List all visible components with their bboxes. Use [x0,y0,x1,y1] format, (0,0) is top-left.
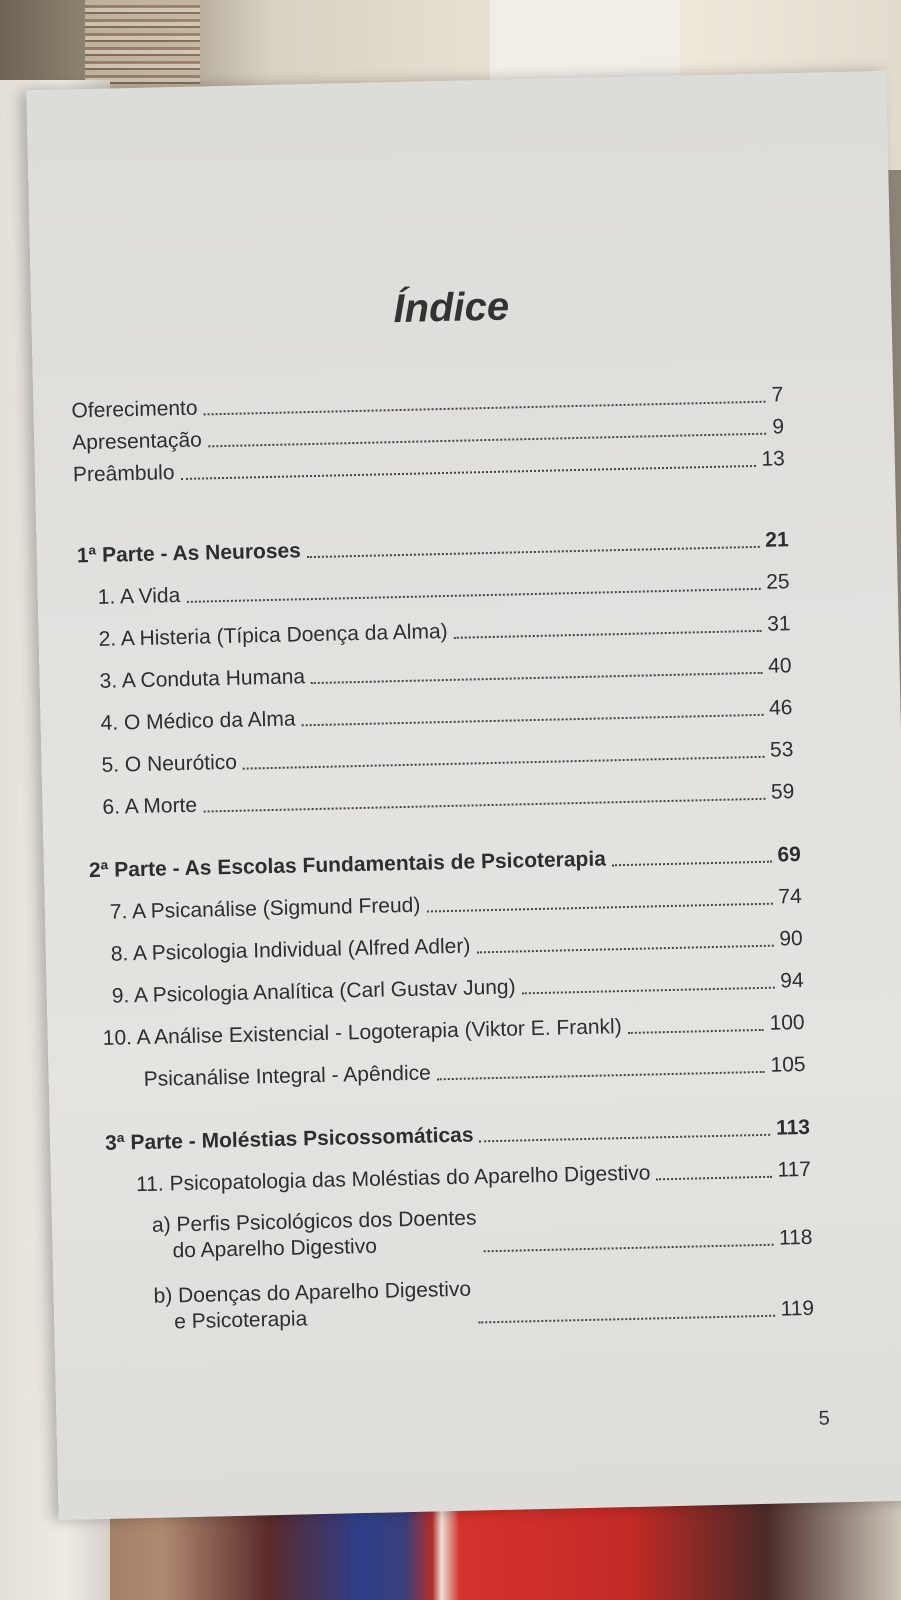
toc-entry-1 [97,570,789,610]
toc-entry-page: 40 [767,654,792,678]
dot-leader [612,860,772,867]
toc-entry-8 [111,927,803,967]
toc-part-2 [89,843,801,883]
toc-entry-page: 105 [770,1052,806,1077]
dot-leader [656,1175,771,1181]
toc-entry-label: Preâmbulo [72,461,175,487]
toc-entry-page: 13 [761,447,786,471]
toc-entry-label: 10. A Análise Existencial - Logoterapia (Viktor E. Frankl) [102,1015,622,1050]
dot-leader [478,1314,775,1324]
dot-leader [454,629,762,639]
toc-part-page: 113 [775,1115,811,1140]
toc-entry-label [153,1277,472,1336]
toc-entry-label: Psicanálise Integral - Apêndice [143,1061,432,1091]
dot-leader [203,797,765,813]
toc-entry-label-line2: do Aparelho Digestivo [172,1234,378,1263]
toc-entry-7 [110,885,802,925]
toc-entry-6 [102,780,794,820]
toc-entry-10 [103,1011,805,1051]
dot-leader [483,1243,773,1253]
dot-leader [307,545,759,558]
toc-entry-label: 5. O Neurótico [101,750,238,777]
dot-leader [243,755,764,770]
toc-entry-11b [153,1269,814,1336]
toc-entry-label: Oferecimento [71,396,198,423]
toc-entry-page: 59 [770,780,795,804]
page-number: 5 [818,1407,830,1430]
toc-entry-label [152,1205,478,1264]
toc-entry-label: 6. A Morte [102,793,198,819]
toc-entry-11 [136,1158,811,1197]
dot-leader [437,1070,765,1080]
page-title: Índice [392,284,510,332]
toc-entry-page: 46 [768,696,793,720]
toc-entry-label: 7. A Psicanálise (Sigmund Freud) [109,893,421,924]
toc-entry-label: Apresentação [71,428,203,455]
toc-entry-page: 117 [777,1157,812,1182]
toc-entry-label-line1: a) Perfis Psicológicos dos Doentes [151,1206,477,1237]
toc-part-3 [105,1116,810,1156]
toc-part-page: 21 [765,528,789,552]
dot-leader [426,902,772,913]
toc-entry-5 [101,738,793,778]
toc-entry-label: 2. A Histeria (Típica Doença da Alma) [98,619,448,651]
toc-entry-label: 9. A Psicologia Analítica (Carl Gustav Jung) [111,975,516,1008]
toc-part-label: 1ª Parte - As Neuroses [76,539,302,568]
dot-leader [311,671,762,684]
toc-entry-page: 90 [779,926,803,951]
dot-leader [480,1133,771,1143]
dot-leader [476,944,773,954]
toc-entry-apendice [143,1053,805,1092]
toc-entry-page: 7 [771,383,784,407]
toc-entry-page: 119 [780,1296,815,1321]
toc-part-page: 69 [777,843,802,867]
toc-part-label: 3ª Parte - Moléstias Psicossomáticas [104,1123,474,1155]
toc-entry-3 [99,654,791,694]
toc-entry-page: 9 [772,415,785,439]
dot-leader [302,713,764,726]
toc-entry-page: 94 [780,968,804,993]
toc-entry-page: 100 [769,1010,805,1035]
dot-leader [186,587,760,603]
toc-entry-2 [98,612,790,652]
dot-leader [628,1028,764,1034]
toc-entry-9 [112,969,804,1009]
toc-entry-label-line1: b) Doenças do Aparelho Digestivo [153,1277,472,1308]
toc-entry-page: 118 [778,1225,813,1250]
toc-entry-label: 3. A Conduta Humana [99,665,306,693]
dot-leader [208,432,767,448]
toc-entry-label: 11. Psicopatologia das Moléstias do Aparelho Digestivo [135,1161,651,1197]
toc-entry-page: 53 [769,738,794,762]
toc-entry-label: 1. A Vida [97,584,181,609]
toc-entry-page: 74 [778,885,802,909]
toc-entry-label: 4. O Médico da Alma [100,707,296,735]
toc-entry-page: 31 [766,612,791,636]
toc-entry-11a [152,1198,813,1265]
toc-entry-4 [100,696,792,736]
dot-leader [181,464,756,480]
book-page [26,71,901,1520]
toc-entry-page: 25 [765,570,790,594]
dot-leader [522,986,775,995]
toc-part-1 [77,528,789,568]
toc-entry-label-line2: e Psicoterapia [173,1307,308,1334]
dot-leader [204,400,766,416]
toc-entry-preambulo [73,447,785,487]
toc-part-label: 2ª Parte - As Escolas Fundamentais de Psicoterapia [88,847,607,883]
toc-entry-label: 8. A Psicologia Individual (Alfred Adler) [110,934,471,966]
